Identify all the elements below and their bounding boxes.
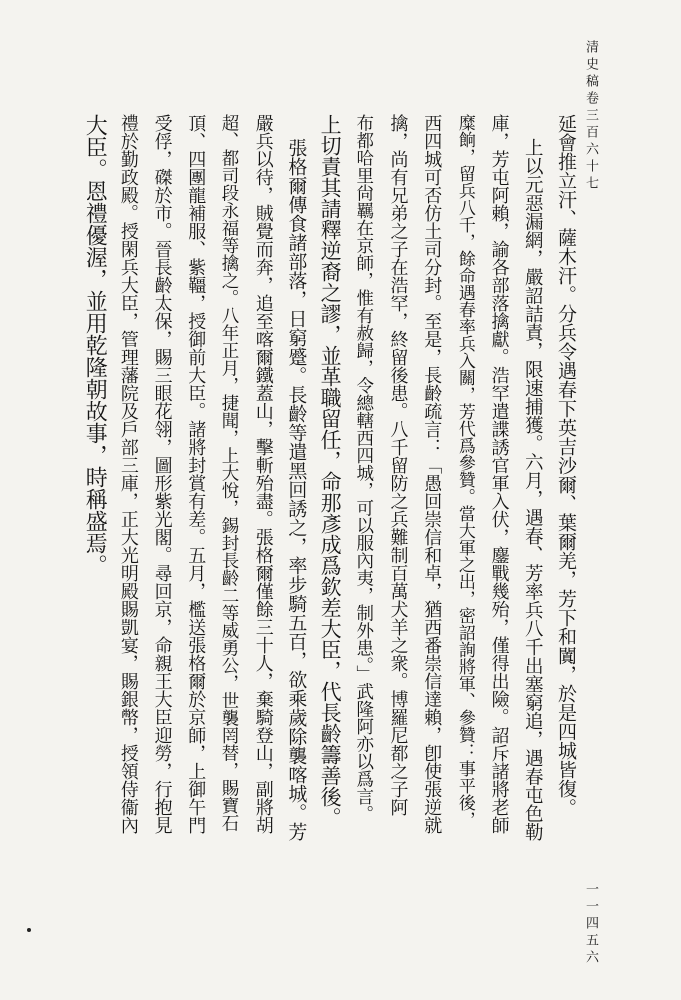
text-column: 擒，尚有兄弟之子在浩罕，終留後患。八千留防之兵難制百萬犬羊之衆。博羅尼都之子阿	[387, 114, 409, 816]
page-number: 一一四五六	[583, 882, 598, 967]
text-column: 超、都司段永福等擒之。八年正月，捷聞，上大悅，錫封長齡二等威勇公，世襲罔替，賜寶石	[219, 114, 239, 832]
running-header-title: 清史稿卷三百六十七	[583, 40, 598, 193]
text-column: 大臣。恩禮優渥，並用乾隆朝故事，時稱盛焉。	[82, 114, 108, 576]
text-column: 張格爾傳食諸部落，日窮蹙。長齡等遣黑回誘之，率步騎五百，欲乘歲除襲喀城。芳	[285, 138, 308, 841]
text-column: 庫，芳屯阿賴，諭各部落擒獻。浩罕遣諜誘官軍入伏，鏖戰幾殆，僅得出險。詔斥諸將老師	[488, 114, 510, 834]
text-column: 布都哈里尙羈在京師，惟有赦歸，令總轄西四城，可以服內夷，制外患。」武隆阿亦以爲言。	[353, 114, 374, 823]
text-column: 禮於勤政殿。授閑兵大臣，管理藩院及戶部三庫，正大光明殿賜凱宴，賜銀幣，授領侍衞內	[117, 114, 139, 834]
text-column: 西四城可否仿土司分封。至是，長齡疏言：「愚回崇信和卓，猶西番崇信達賴，卽使張逆就	[421, 114, 443, 834]
text-column: 嚴兵以待，賊覺而奔，追至喀爾鐵蓋山，擊斬殆盡。張格爾僅餘三十人，棄騎登山，副將胡	[252, 114, 274, 834]
ink-speck	[27, 928, 31, 932]
text-column: 受俘，磔於市。晉長齡太保，賜三眼花翎，圖形紫光閣。尋回京，命親王大臣迎勞，行抱見	[151, 114, 173, 834]
text-column: 上以元惡漏網，嚴詔詰責，限速捕獲。六月，遇春、芳率兵八千出塞窮追，遇春屯色勒	[522, 138, 544, 841]
text-column: 延會推立汗、薩木汗。分兵令遇春下英吉沙爾、葉爾羌，芳下和闐，於是四城皆復。	[555, 114, 577, 817]
text-column: 糜餉，留兵八千，餘命遇春率兵入關，芳代爲參贊。當大軍之出，密詔詢將軍、參贊：事平後，	[454, 114, 475, 828]
text-column: 頂、四團龍補服、紫韁，授御前大臣。諸將封賞有差。五月，檻送張格爾於京師，上御午門	[185, 114, 207, 834]
text-column: 上切責其請釋逆裔之謬，並革職留任，命那彥成爲欽差大臣，代長齡籌善後。	[318, 114, 343, 828]
